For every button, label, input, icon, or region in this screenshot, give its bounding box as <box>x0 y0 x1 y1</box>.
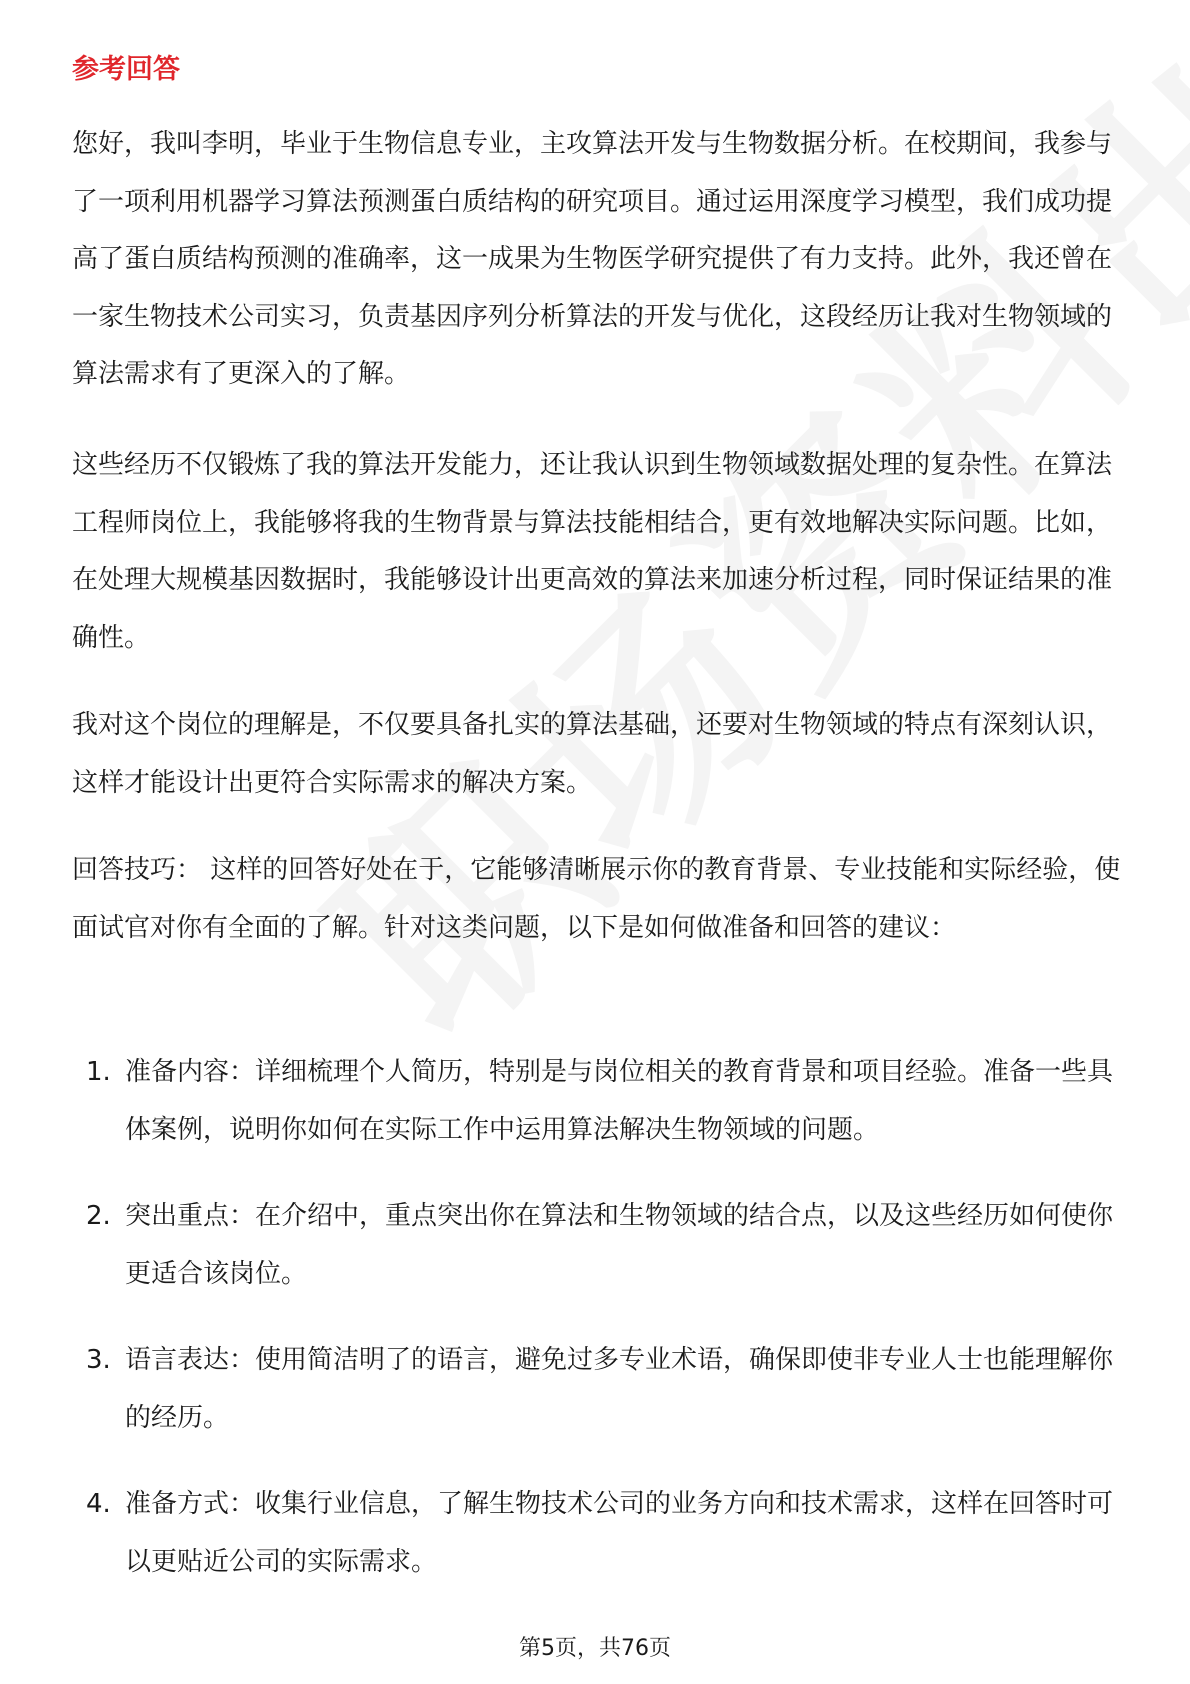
section-title: 参考回答 <box>72 54 180 85</box>
list-item-number: 3. <box>86 1345 111 1375</box>
page-number: 第5页，共76页 <box>519 1636 671 1661</box>
tips-list <box>72 1044 1122 1620</box>
list-item-text: 准备内容：详细梳理个人简历，特别是与岗位相关的教育背景和项目经验。准备一些具体案例，说明你如何在实际工作中运用算法解决生物领域的问题。 <box>125 1057 1114 1145</box>
answer-tips-intro: 回答技巧： 这样的回答好处在于，它能够清晰展示你的教育背景、专业技能和实际经验，使面试官对你有全面的了解。针对这类问题，以下是如何做准备和回答的建议： <box>72 855 1121 943</box>
list-item-number: 2. <box>86 1201 111 1231</box>
list-item-text: 准备方式：收集行业信息，了解生物技术公司的业务方向和技术需求，这样在回答时可以更贴近公司的实际需求。 <box>125 1489 1114 1577</box>
list-item <box>72 1476 1122 1591</box>
list-item-number: 1. <box>86 1057 111 1087</box>
answer-paragraph: 您好，我叫李明，毕业于生物信息专业，主攻算法开发与生物数据分析。在校期间，我参与了一项利用机器学习算法预测蛋白质结构的研究项目。通过运用深度学习模型，我们成功提高了蛋白质结构预测的准确率，这一成果为生物医学研究提供了有力支持。此外，我还曾在一家生物技术公司实习，负责基因序列分析算法的开发与优化，这段经历让我对生物领域的算法需求有了更深入的了解。 <box>72 129 1113 389</box>
list-item <box>72 1188 1122 1303</box>
list-item-text: 突出重点：在介绍中，重点突出你在算法和生物领域的结合点，以及这些经历如何使你更适合该岗位。 <box>125 1201 1114 1289</box>
answer-paragraph: 这些经历不仅锻炼了我的算法开发能力，还让我认识到生物领域数据处理的复杂性。在算法工程师岗位上，我能够将我的生物背景与算法技能相结合，更有效地解决实际问题。比如，在处理大规模基因数据时，我能够设计出更高效的算法来加速分析过程，同时保证结果的准确性。 <box>72 450 1113 653</box>
list-item-number: 4. <box>86 1489 111 1519</box>
list-item <box>72 1044 1122 1159</box>
list-item-text: 语言表达：使用简洁明了的语言，避免过多专业术语，确保即使非专业人士也能理解你的经历。 <box>125 1345 1114 1433</box>
answer-paragraph: 我对这个岗位的理解是，不仅要具备扎实的算法基础，还要对生物领域的特点有深刻认识，这样才能设计出更符合实际需求的解决方案。 <box>72 710 1113 798</box>
list-item <box>72 1332 1122 1447</box>
